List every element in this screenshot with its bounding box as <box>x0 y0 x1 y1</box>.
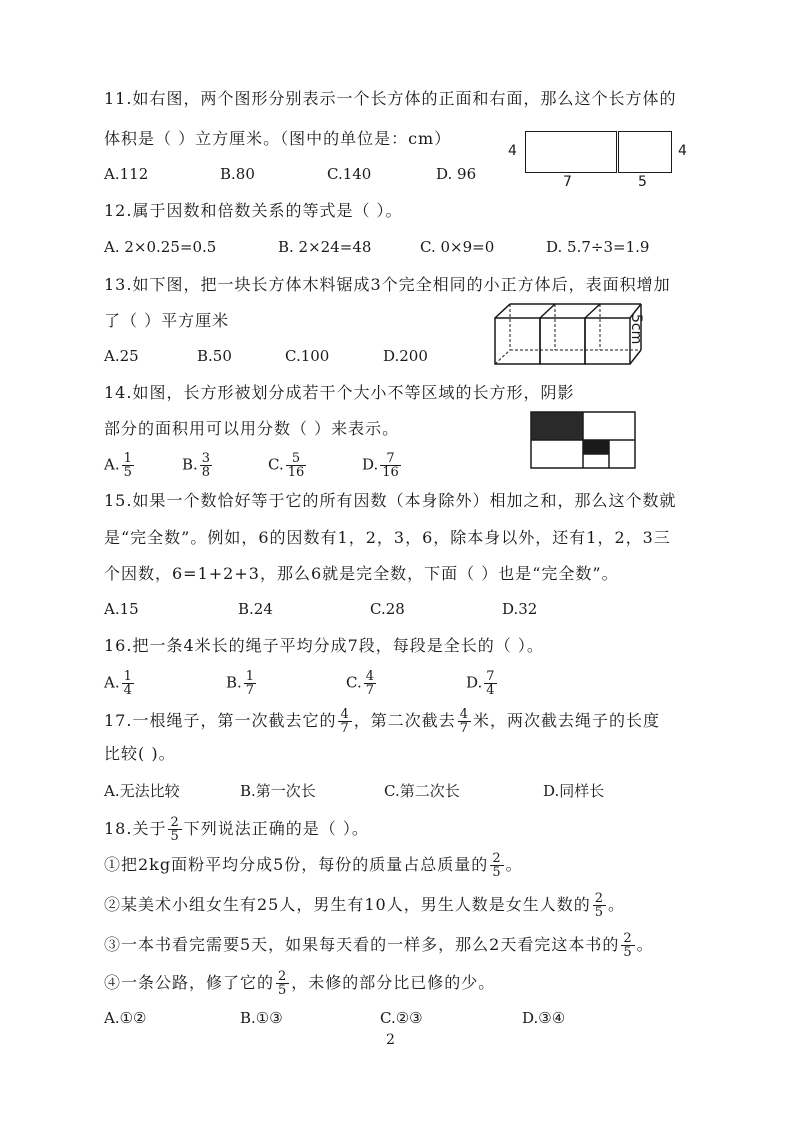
q17-option-a: A.无法比较 <box>104 782 180 800</box>
q16-option-c-fraction: $\frac{4}{7}$ <box>365 669 374 698</box>
q16-option-a-fraction: $\frac{1}{4}$ <box>123 669 132 698</box>
q11-front-height: 4 <box>508 143 517 159</box>
q13-cuboid-figure <box>493 300 643 368</box>
q17-line2: 比较( )。 <box>104 744 176 763</box>
q11-front-rect <box>525 131 617 173</box>
q13-option-d: D.200 <box>383 347 428 365</box>
q17-option-d: D.同样长 <box>543 782 605 800</box>
q16-option-d: D. $\frac{7}{4}$ <box>466 669 495 698</box>
q16-line1: 16.把一条4米长的绳子平均分成7段，每段是全长的（ ）。 <box>104 636 544 655</box>
q14-option-d-fraction: $\frac{7}{16}$ <box>382 451 399 480</box>
q11-option-c: C.140 <box>327 165 372 183</box>
q13-option-c: C.100 <box>285 347 330 365</box>
q11-option-a: A.112 <box>104 165 149 183</box>
q15-option-c: C.28 <box>370 600 405 618</box>
q12-option-d: D. 5.7÷3=1.9 <box>546 238 650 256</box>
q15-option-a: A.15 <box>104 600 139 618</box>
q14-option-a-fraction: $\frac{1}{5}$ <box>123 451 132 480</box>
q14-option-a: A. $\frac{1}{5}$ <box>104 451 132 480</box>
q18-option-a: A.①② <box>104 1009 147 1027</box>
q15-line3: 个因数，6=1+2+3，那么6就是完全数，下面（ ）也是“完全数”。 <box>104 564 619 583</box>
q12-line1: 12.属于因数和倍数关系的等式是（ ）。 <box>104 201 403 220</box>
q11-option-b: B.80 <box>220 165 255 183</box>
q14-line1: 14.如图，长方形被划分成若干个大小不等区域的长方形，阴影 <box>104 383 575 402</box>
q14-grid-figure <box>530 411 636 469</box>
q12-option-c: C. 0×9=0 <box>420 238 495 256</box>
q14-option-d: D. $\frac{7}{16}$ <box>362 451 399 480</box>
q14-option-c: C. $\frac{5}{16}$ <box>268 451 305 480</box>
q16-option-a: A. $\frac{1}{4}$ <box>104 669 132 698</box>
q11-line2: 体积是（ ）立方厘米。（图中的单位是：cm） <box>104 129 452 148</box>
q13-cube-2-front <box>540 318 585 364</box>
q18-option-c: C.②③ <box>380 1009 423 1027</box>
q12-option-b: B. 2×24=48 <box>278 238 372 256</box>
q18-item-2: ②某美术小组女生有25人，男生有10人，男生人数是女生人数的 $\frac{2}{5}$ 。 <box>104 891 626 920</box>
q15-option-d: D.32 <box>502 600 538 618</box>
q18-line1: 18.关于 $\frac{2}{5}$ 下列说法正确的是（ ）。 <box>104 815 369 844</box>
q16-option-b: B. $\frac{1}{7}$ <box>226 669 255 698</box>
q16-option-c: C. $\frac{4}{7}$ <box>346 669 374 698</box>
q11-right-width: 5 <box>638 174 647 190</box>
q13-cube-1-front <box>495 318 540 364</box>
page-number: 2 <box>386 1032 395 1048</box>
q18-fraction: $\frac{2}{5}$ <box>170 815 180 844</box>
q14-line2: 部分的面积用可以用分数（ ）来表示。 <box>104 419 400 438</box>
q11-right-rect <box>618 131 672 173</box>
q14-option-b: B. $\frac{3}{8}$ <box>182 451 211 480</box>
q14-shaded-region-large <box>531 412 583 440</box>
q13-option-a: A.25 <box>104 347 139 365</box>
q16-option-b-fraction: $\frac{1}{7}$ <box>245 669 255 698</box>
q17-fraction-1: $\frac{4}{7}$ <box>340 707 350 736</box>
q14-option-c-fraction: $\frac{5}{16}$ <box>287 451 305 480</box>
q17-option-b: B.第一次长 <box>240 782 316 800</box>
q18-item-4: ④一条公路，修了它的 $\frac{2}{5}$ ，未修的部分比已修的少。 <box>104 969 496 998</box>
q13-option-b: B.50 <box>197 347 232 365</box>
q18-item-1: ①把2kg面粉平均分成5份，每份的质量占总质量的 $\frac{2}{5}$ 。 <box>104 851 523 880</box>
q17-line1: 17.一根绳子，第一次截去它的 $\frac{4}{7}$ ，第二次截去 $\frac{4}{7}$ 米，两次截去绳子的长度 <box>104 707 661 736</box>
q15-option-b: B.24 <box>238 600 273 618</box>
q15-line2: 是“完全数”。例如，6的因数有1，2，3，6，除本身以外，还有1，2，3三 <box>104 528 671 547</box>
q11-option-d: D. 96 <box>436 165 477 183</box>
q17-option-c: C.第二次长 <box>384 782 460 800</box>
q13-line2: 了（ ）平方厘米 <box>104 311 230 330</box>
q11-line1: 11.如右图，两个图形分别表示一个长方体的正面和右面，那么这个长方体的 <box>104 89 677 108</box>
q18-option-d: D.③④ <box>522 1009 566 1027</box>
q14-option-b-fraction: $\frac{3}{8}$ <box>201 451 211 480</box>
q16-option-d-fraction: $\frac{7}{4}$ <box>486 669 495 698</box>
q13-figure-label: 5cm <box>628 314 644 345</box>
q18-item-3: ③一本书看完需要5天，如果每天看的一样多，那么2天看完这本书的 $\frac{2}{5}$ 。 <box>104 931 654 960</box>
q18-option-b: B.①③ <box>240 1009 283 1027</box>
q12-option-a: A. 2×0.25=0.5 <box>104 238 217 256</box>
q11-front-width: 7 <box>563 174 572 190</box>
q15-line1: 15.如果一个数恰好等于它的所有因数（本身除外）相加之和，那么这个数就 <box>104 491 677 510</box>
q13-cube-3-front <box>585 318 630 364</box>
q14-shaded-region-small <box>583 440 609 454</box>
q13-line1: 13.如下图，把一块长方体木料锯成3个完全相同的小正方体后，表面积增加 <box>104 275 671 294</box>
q17-fraction-2: $\frac{4}{7}$ <box>459 707 470 736</box>
q11-right-height: 4 <box>678 143 687 159</box>
